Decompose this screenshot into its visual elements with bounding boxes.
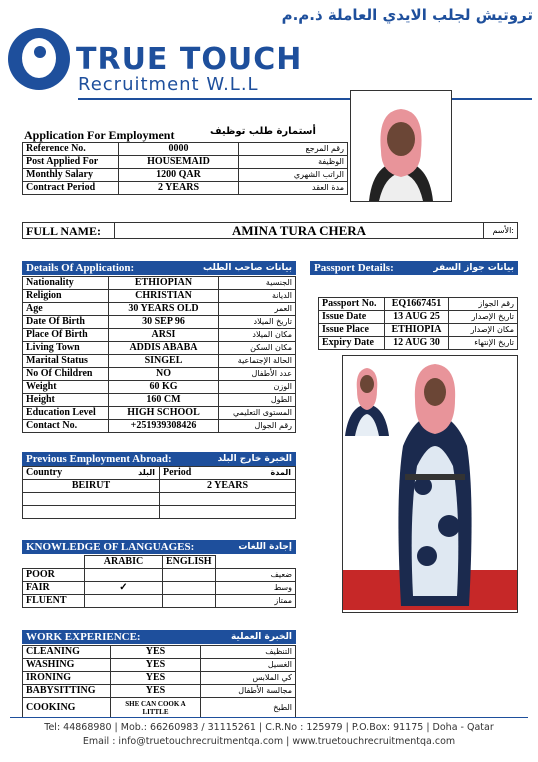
footer-divider: [10, 717, 528, 718]
work-table: [22, 645, 296, 718]
prev-employment-table: [22, 466, 296, 519]
details-header: [22, 261, 296, 275]
passport-table: [318, 297, 518, 350]
detail-value: HIGH SCHOOL: [109, 407, 219, 420]
details-title: Details Of Application:: [26, 262, 135, 274]
skill-label: BABYSITTING: [23, 685, 111, 698]
passport-title-ar: بيانات جواز السفر: [433, 263, 514, 273]
skill-label: CLEANING: [23, 646, 111, 659]
detail-label: Education Level: [23, 407, 109, 420]
post-value: HOUSEMAID: [119, 156, 239, 169]
language-level-label: FLUENT: [23, 595, 85, 608]
skill-label-ar: كي الملابس: [201, 672, 296, 685]
table-row: [23, 467, 296, 480]
arabic-level-mark: [85, 569, 163, 582]
skill-label-ar: التنظيف: [201, 646, 296, 659]
table-row: [23, 329, 296, 342]
languages-title-ar: إجادة اللغات: [238, 542, 292, 552]
detail-label-ar: رقم الجوال: [219, 420, 296, 433]
table-row: [319, 311, 518, 324]
detail-value: CHRISTIAN: [109, 290, 219, 303]
table-row: [23, 685, 296, 698]
table-row: [23, 493, 296, 506]
footer-contact: Tel: 44868980 | Mob.: 66260983 / 31115261 | C.R.No : 125979 | P.O.Box: 91175 | Doha - Qatar: [44, 722, 494, 733]
detail-value: +251939308426: [109, 420, 219, 433]
skill-label: IRONING: [23, 672, 111, 685]
detail-value: ARSI: [109, 329, 219, 342]
contract-value: 2 YEARS: [119, 182, 239, 195]
passport-value: 12 AUG 30: [385, 337, 449, 350]
skill-value: YES: [111, 659, 201, 672]
table-row: [23, 672, 296, 685]
table-row: [23, 182, 348, 195]
language-level-label: POOR: [23, 569, 85, 582]
table-row: [23, 156, 348, 169]
skill-value: YES: [111, 672, 201, 685]
skill-label-ar: الغسيل: [201, 659, 296, 672]
skill-label: WASHING: [23, 659, 111, 672]
table-row: [23, 342, 296, 355]
passport-label-ar: تاريخ الإنتهاء: [449, 337, 518, 350]
languages-title: KNOWLEDGE OF LANGUAGES:: [26, 541, 195, 553]
detail-label-ar: الديانة: [219, 290, 296, 303]
table-row: [23, 407, 296, 420]
detail-label-ar: مكان الميلاد: [219, 329, 296, 342]
table-row: [23, 480, 296, 493]
skill-value: YES: [111, 685, 201, 698]
language-level-label: FAIR: [23, 582, 85, 595]
table-row: [23, 420, 296, 433]
details-title-ar: بيانات صاحب الطلب: [202, 263, 292, 273]
detail-label: Contact No.: [23, 420, 109, 433]
brand-subtitle: Recruitment W.L.L: [78, 74, 259, 95]
arabic-column-header: ARABIC: [85, 556, 163, 569]
table-row: [23, 368, 296, 381]
contract-label: Contract Period: [23, 182, 119, 195]
footer-web: Email : info@truetouchrecruitmentqa.com | www.truetouchrecruitmentqa.com: [82, 736, 456, 747]
table-row: [23, 169, 348, 182]
languages-header: [22, 540, 296, 554]
skill-value: YES: [111, 646, 201, 659]
detail-label-ar: العمر: [219, 303, 296, 316]
passport-header: [310, 261, 518, 275]
full-name-label: FULL NAME:: [23, 223, 115, 239]
logo-icon: [8, 28, 70, 90]
reference-label-ar: رقم المرجع: [239, 143, 348, 156]
detail-label: Living Town: [23, 342, 109, 355]
detail-value: SINGEL: [109, 355, 219, 368]
application-summary-table: [22, 142, 348, 195]
table-row: [23, 698, 296, 718]
languages-table: [22, 555, 296, 608]
detail-label: Religion: [23, 290, 109, 303]
arabic-level-mark: [85, 595, 163, 608]
passport-label-ar: رقم الجواز: [449, 298, 518, 311]
detail-value: ADDIS ABABA: [109, 342, 219, 355]
table-row: [23, 223, 518, 239]
table-row: [23, 659, 296, 672]
table-row: [23, 646, 296, 659]
table-row: [23, 595, 296, 608]
detail-value: ETHIOPIAN: [109, 277, 219, 290]
period-header-label: Period: [163, 467, 192, 478]
language-level-ar: ممتاز: [215, 595, 295, 608]
skill-label: COOKING: [23, 698, 111, 718]
passport-label: Issue Date: [319, 311, 385, 324]
skill-label-ar: الطبخ: [201, 698, 296, 718]
table-row: [319, 298, 518, 311]
passport-label: Expiry Date: [319, 337, 385, 350]
country-header-ar: البلد: [138, 468, 155, 477]
detail-label: No Of Children: [23, 368, 109, 381]
period-header-ar: المدة: [270, 468, 291, 477]
detail-label: Nationality: [23, 277, 109, 290]
salary-label-ar: الراتب الشهري: [239, 169, 348, 182]
arabic-level-mark: ✓: [85, 582, 163, 595]
table-row: [23, 303, 296, 316]
passport-value: EQ1667451: [385, 298, 449, 311]
passport-label: Issue Place: [319, 324, 385, 337]
detail-label-ar: الطول: [219, 394, 296, 407]
english-level-mark: [163, 595, 216, 608]
application-title-arabic: أستمارة طلب توظيف: [210, 126, 316, 137]
table-row: [23, 381, 296, 394]
detail-value: 60 KG: [109, 381, 219, 394]
post-label: Post Applied For: [23, 156, 119, 169]
passport-value: 13 AUG 25: [385, 311, 449, 324]
table-row: [23, 290, 296, 303]
details-table: [22, 276, 296, 433]
english-level-mark: [163, 582, 216, 595]
language-level-ar: ضعيف: [215, 569, 295, 582]
prev-employment-header: [22, 452, 296, 466]
prev-employment-title-ar: الخبرة خارج البلد: [217, 454, 292, 464]
table-row: [23, 143, 348, 156]
english-level-mark: [163, 569, 216, 582]
detail-label-ar: المستوى التعليمي: [219, 407, 296, 420]
table-row: [23, 316, 296, 329]
passport-label-ar: تاريخ الإصدار: [449, 311, 518, 324]
contract-label-ar: مدة العقد: [239, 182, 348, 195]
detail-label: Place Of Birth: [23, 329, 109, 342]
detail-label-ar: عدد الأطفال: [219, 368, 296, 381]
reference-label: Reference No.: [23, 143, 119, 156]
table-row: [23, 556, 296, 569]
detail-label-ar: الجنسية: [219, 277, 296, 290]
detail-label-ar: الوزن: [219, 381, 296, 394]
english-column-header: ENGLISH: [163, 556, 216, 569]
table-row: [319, 337, 518, 350]
language-level-ar: وسط: [215, 582, 295, 595]
post-label-ar: الوظيفة: [239, 156, 348, 169]
detail-label: Age: [23, 303, 109, 316]
detail-label-ar: تاريخ الميلاد: [219, 316, 296, 329]
table-row: [23, 506, 296, 519]
period-header: [160, 467, 296, 480]
detail-value: NO: [109, 368, 219, 381]
salary-value: 1200 QAR: [119, 169, 239, 182]
country-value: BEIRUT: [23, 480, 160, 493]
table-row: [23, 582, 296, 595]
detail-label: Date Of Birth: [23, 316, 109, 329]
detail-label-ar: مكان السكن: [219, 342, 296, 355]
salary-label: Monthly Salary: [23, 169, 119, 182]
passport-label: Passport No.: [319, 298, 385, 311]
detail-value: 30 YEARS OLD: [109, 303, 219, 316]
detail-label: Marital Status: [23, 355, 109, 368]
detail-label-ar: الحالة الإجتماعية: [219, 355, 296, 368]
brand-arabic-name: تروتيش لجلب الايدي العاملة ذ.م.م: [281, 6, 533, 24]
table-row: [319, 324, 518, 337]
table-row: [23, 394, 296, 407]
full-body-photo: [342, 355, 518, 613]
work-title: WORK EXPERIENCE:: [26, 631, 141, 643]
detail-value: 30 SEP 96: [109, 316, 219, 329]
brand-name: TRUE TOUCH: [76, 42, 303, 77]
prev-employment-title: Previous Employment Abroad:: [26, 453, 172, 465]
period-value: 2 YEARS: [160, 480, 296, 493]
country-header: [23, 467, 160, 480]
table-row: [23, 355, 296, 368]
skill-value: SHE CAN COOK A LITTLE: [111, 698, 201, 718]
portrait-photo: [350, 90, 452, 202]
table-row: [23, 569, 296, 582]
skill-label-ar: مجالسة الأطفال: [201, 685, 296, 698]
work-header: [22, 630, 296, 644]
reference-value: 0000: [119, 143, 239, 156]
detail-label: Height: [23, 394, 109, 407]
detail-value: 160 CM: [109, 394, 219, 407]
full-name-value: AMINA TURA CHERA: [115, 223, 484, 239]
country-header-label: Country: [26, 467, 63, 478]
passport-title: Passport Details:: [314, 262, 394, 274]
passport-value: ETHIOPIA: [385, 324, 449, 337]
full-name-table: [22, 222, 518, 239]
work-title-ar: الخبرة العملية: [230, 632, 292, 642]
passport-label-ar: مكان الإصدار: [449, 324, 518, 337]
table-row: [23, 277, 296, 290]
header-divider: [78, 98, 532, 100]
application-title: Application For Employment: [24, 128, 175, 142]
full-name-label-ar: الأسم:: [484, 223, 518, 239]
detail-label: Weight: [23, 381, 109, 394]
